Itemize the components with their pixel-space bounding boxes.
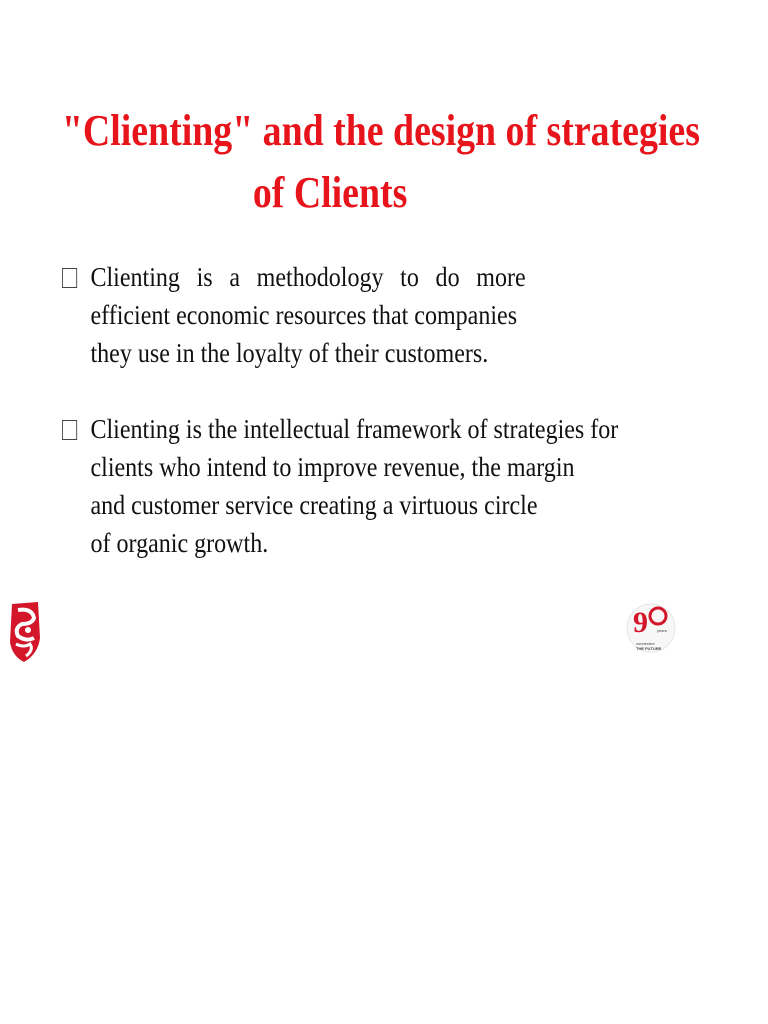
bullet-line: and customer service creating a virtuous circle (90, 490, 538, 520)
slide-title (0, 100, 700, 224)
bullet-box-icon (62, 268, 77, 288)
bullet-list (62, 258, 703, 600)
bullet-box-icon (62, 420, 77, 440)
slide-title-line-2: of Clients (252, 168, 408, 217)
svg-text:9: 9 (633, 606, 648, 639)
bullet-text (90, 410, 702, 562)
bullet-line: clients who intend to improve revenue, the margin (90, 452, 575, 482)
svg-text:connected: connected (636, 641, 655, 646)
shield-emblem-icon (8, 598, 44, 666)
svg-text:THE FUTURE: THE FUTURE (636, 646, 662, 651)
bullet-line: Clienting is the intellectual framework of strategies for (90, 414, 619, 444)
bullet-text (90, 258, 702, 372)
bullet-item-2 (62, 410, 703, 562)
shield-emblem-logo (8, 598, 44, 666)
bullet-line: Clienting is a methodology to do more (90, 262, 526, 292)
bullet-item-1 (62, 258, 703, 372)
bullet-line: they use in the loyalty of their customers. (90, 338, 489, 368)
anniversary-90-icon (624, 594, 678, 664)
bullet-line: of organic growth. (90, 528, 269, 558)
anniversary-90-logo (624, 594, 678, 664)
svg-text:years: years (657, 628, 667, 633)
slide-title-line-1: "Clienting" and the design of strategies (61, 106, 700, 155)
bullet-line: efficient economic resources that companies (90, 300, 518, 330)
